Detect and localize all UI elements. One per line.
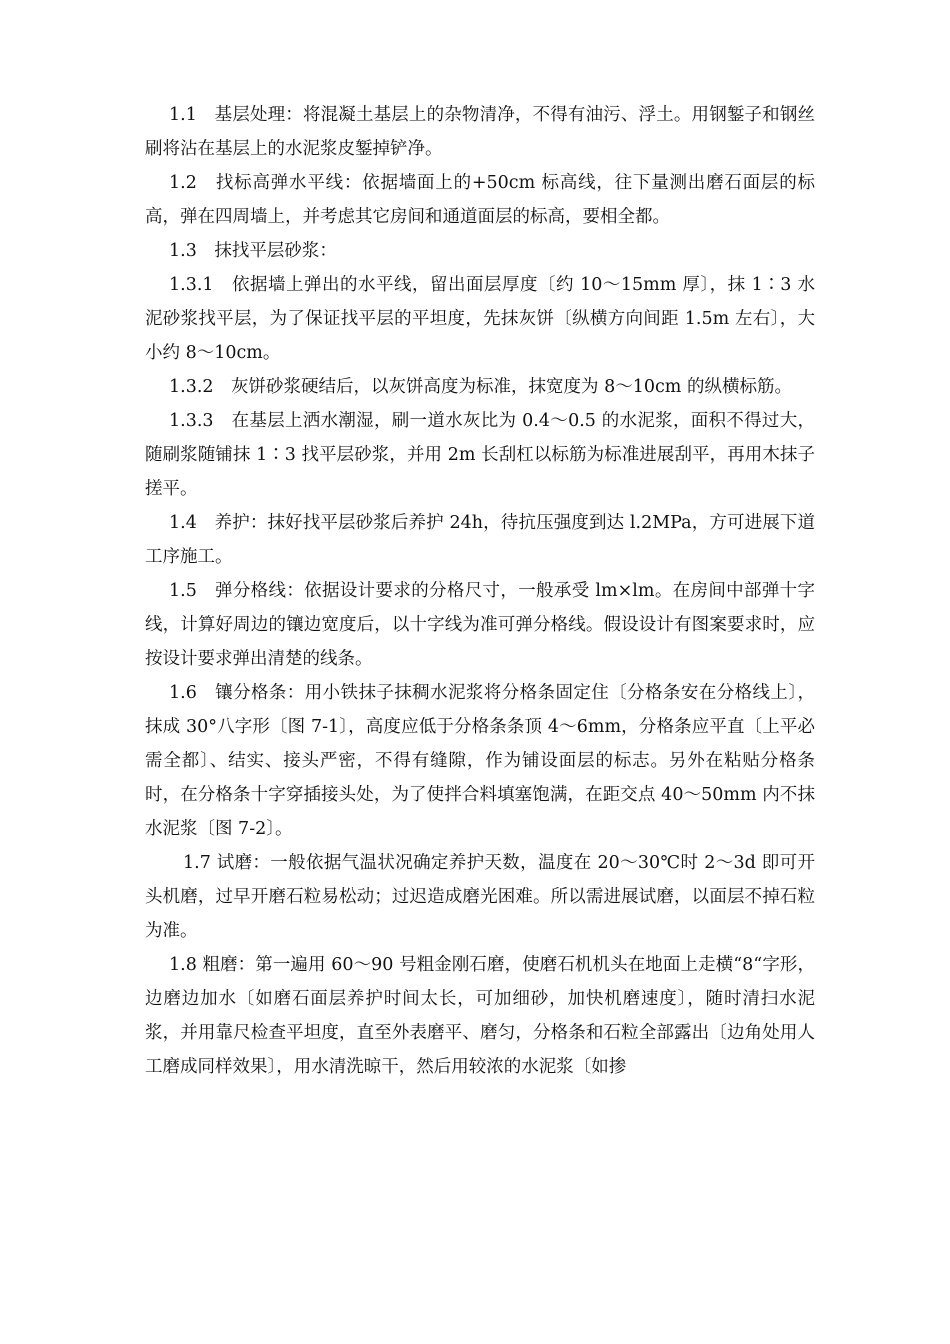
paragraph-1-3: 1.3 抹找平层砂浆： [169, 241, 337, 261]
paragraph-1-7: 1.7 试磨：一般依据气温状况确定养护天数，温度在 20～30℃时 2～3d 即可开头机磨，过早开磨石粒易松动；过迟造成磨光困难。所以需进展试磨，以面层不掉石粒为准。 [145, 853, 815, 941]
paragraph-1-1: 1.1 基层处理：将混凝土基层上的杂物清净，不得有油污、浮土。用钢錾子和钢丝刷将沾在基层上的水泥浆皮錾掉铲净。 [145, 105, 815, 159]
paragraph-1-6: 1.6 镶分格条：用小铁抹子抹稠水泥浆将分格条固定住〔分格条安在分格线上〕，抹成 30°八字形〔图 7-1〕，高度应低于分格条条顶 4～6mm，分格条应平直〔上平必需全都〕、结实、接头严密，不得有缝隙，作为铺设面层的标志。另外在粘贴分格条时，在分格条十字穿插接头处，为了使拌合料填塞饱满，在距交点 40～50mm 内不抹水泥浆〔图 7-2〕。 [145, 683, 815, 839]
paragraph-1-2: 1.2 找标高弹水平线：依据墙面上的+50cm 标高线，往下量测出磨石面层的标高，弹在四周墙上，并考虑其它房间和通道面层的标高，要相全都。 [145, 173, 815, 227]
paragraph-1-8: 1.8 粗磨：第一遍用 60～90 号粗金刚石磨，使磨石机机头在地面上走横“8“字形，边磨边加水〔如磨石面层养护时间太长，可加细砂，加快机磨速度〕，随时清扫水泥浆，并用靠尺检查平坦度，直至外表磨平、磨匀，分格条和石粒全部露出〔边角处用人工磨成同样效果〕，用水清洗晾干，然后用较浓的水泥浆〔如掺 [145, 955, 815, 1077]
paragraph-1-3-1: 1.3.1 依据墙上弹出的水平线，留出面层厚度〔约 10～15mm 厚〕，抹 1∶3 水泥砂浆找平层，为了保证找平层的平坦度，先抹灰饼〔纵横方向间距 1.5m 左右〕，大小约 8～10cm。 [145, 275, 815, 363]
paragraph-1-3-3: 1.3.3 在基层上洒水潮湿，刷一道水灰比为 0.4～0.5 的水泥浆，面积不得过大，随刷浆随铺抹 1∶3 找平层砂浆，并用 2m 长刮杠以标筋为标准进展刮平，再用木抹子搓平。 [145, 411, 815, 499]
paragraph-1-5: 1.5 弹分格线：依据设计要求的分格尺寸，一般承受 lm×lm。在房间中部弹十字线，计算好周边的镶边宽度后，以十字线为准可弹分格线。假设设计有图案要求时，应按设计要求弹出清楚的线条。 [145, 581, 815, 669]
document-body [145, 98, 815, 1084]
paragraph-1-4: 1.4 养护：抹好找平层砂浆后养护 24h，待抗压强度到达 l.2MPa，方可进展下道工序施工。 [145, 513, 815, 567]
paragraph-1-3-2: 1.3.2 灰饼砂浆硬结后，以灰饼高度为标准，抹宽度为 8～10cm 的纵横标筋。 [169, 377, 792, 397]
